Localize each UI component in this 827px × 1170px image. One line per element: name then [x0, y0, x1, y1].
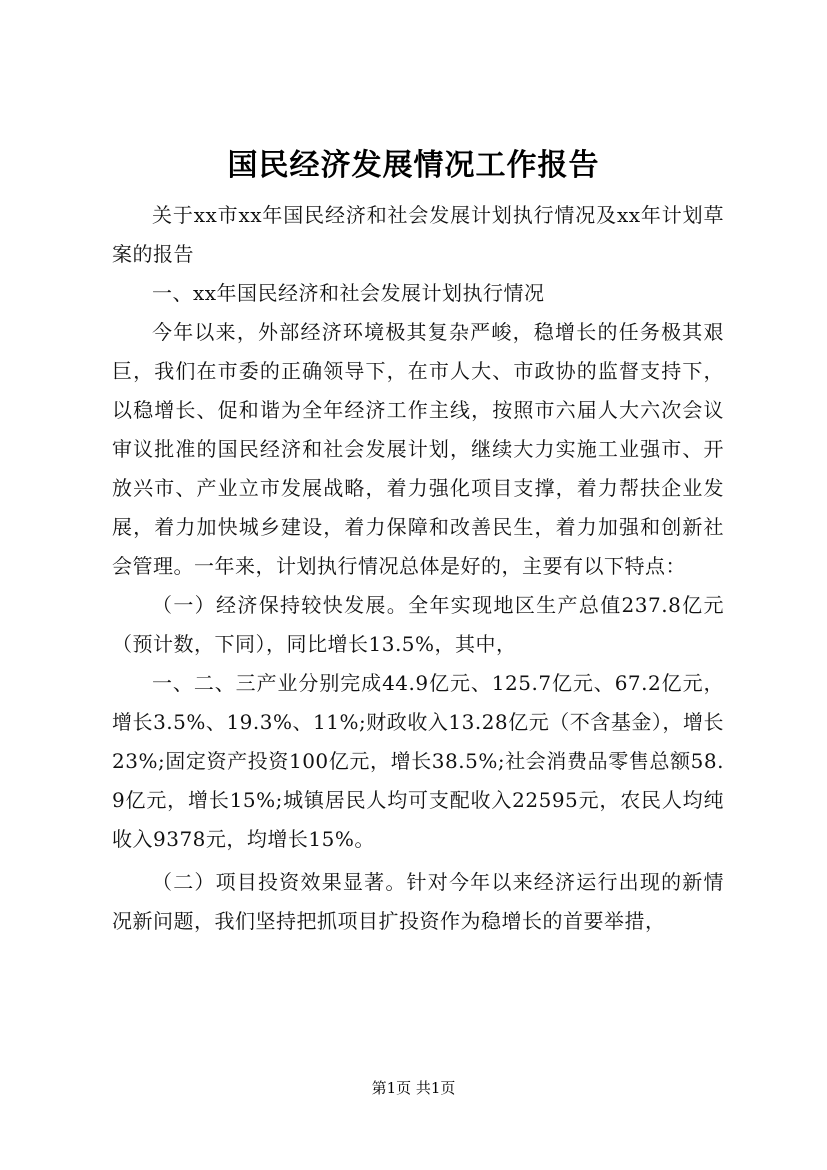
paragraph-economic-growth: （一）经济保持较快发展。全年实现地区生产总值237.8亿元（预计数，下同），同比增长13.5%，其中， — [112, 593, 724, 656]
page-title: 国民经济发展情况工作报告 — [227, 148, 600, 183]
document-body — [112, 196, 724, 941]
paragraph-overview: 今年以来，外部经济环境极其复杂严峻，稳增长的任务极其艰巨，我们在市委的正确领导下，在市人大、市政协的监督支持下，以稳增长、促和谐为全年经济工作主线，按照市六届人大六次会议审议批准的国民经济和社会发展计划，继续大力实施工业强市、开放兴市、产业立市发展战略，着力强化项目支撑，着力帮扶企业发展，着力加快城乡建设，着力保障和改善民生，着力加强和创新社会管理。一年来，计划执行情况总体是好的，主要有以下特点： — [112, 320, 724, 578]
page-footer: 第1页 共1页 — [371, 1079, 456, 1097]
paragraph-section-heading: 一、xx年国民经济和社会发展计划执行情况 — [152, 281, 545, 305]
paragraph-project-investment: （二）项目投资效果显著。针对今年以来经济运行出现的新情况新问题，我们坚持把抓项目扩投资作为稳增长的首要举措， — [112, 870, 724, 933]
paragraph-industry-figures: 一、二、三产业分别完成44.9亿元、125.7亿元、67.2亿元，增长3.5%、19.3%、11%;财政收入13.28亿元（不含基金），增长23%;固定资产投资100亿元，增长38.5%;社会消费品零售总额58.9亿元，增长15%;城镇居民人均可支配收入22595元，农民人均纯收入9378元，均增长15%。 — [112, 671, 724, 851]
paragraph-report-subtitle: 关于xx市xx年国民经济和社会发展计划执行情况及xx年计划草案的报告 — [112, 203, 724, 266]
